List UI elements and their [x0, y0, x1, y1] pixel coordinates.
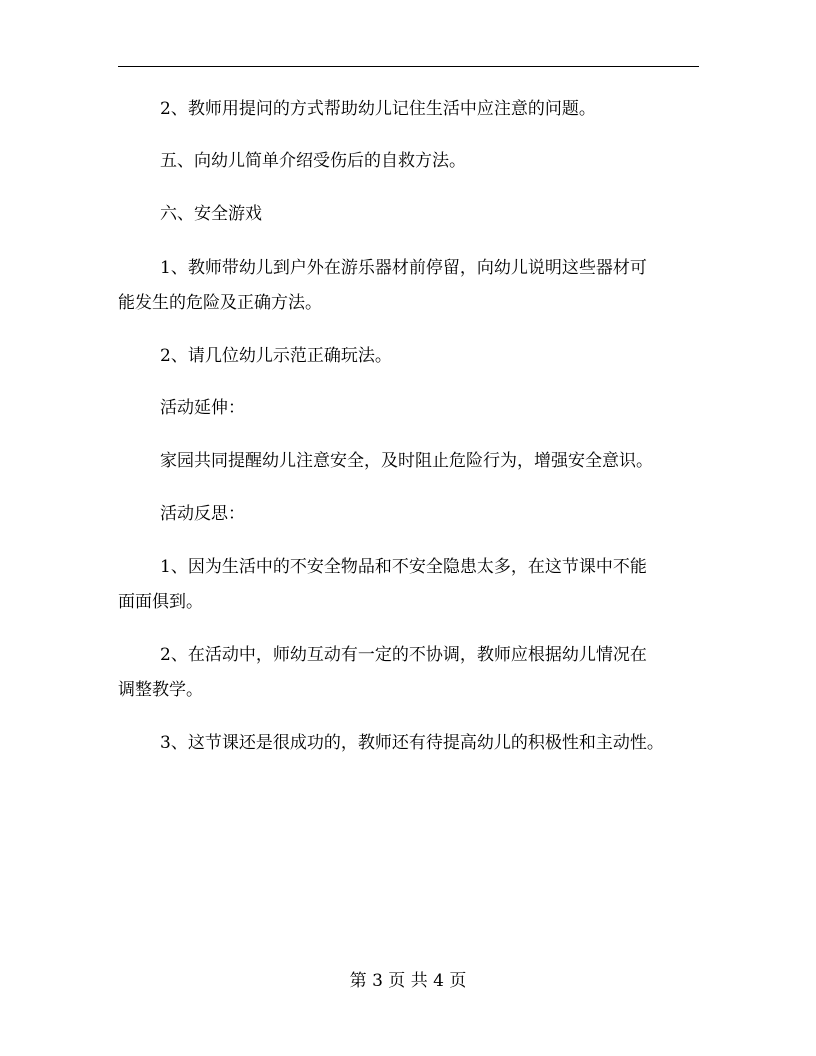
header-rule [118, 66, 699, 67]
paragraph: 2、请几位幼儿示范正确玩法。 [160, 346, 392, 366]
paragraph: 六、安全游戏 [160, 204, 262, 224]
paragraph-continuation: 面面俱到。 [118, 592, 203, 612]
paragraph: 1、教师带幼儿到户外在游乐器材前停留，向幼儿说明这些器材可 [160, 258, 647, 278]
paragraph: 1、因为生活中的不安全物品和不安全隐患太多，在这节课中不能 [160, 557, 647, 577]
section-heading: 活动延伸： [160, 398, 245, 418]
paragraph-continuation: 调整教学。 [118, 680, 203, 700]
paragraph: 家园共同提醒幼儿注意安全，及时阻止危险行为，增强安全意识。 [160, 451, 653, 471]
paragraph-continuation: 能发生的危险及正确方法。 [118, 293, 322, 313]
section-heading: 活动反思： [160, 504, 245, 524]
paragraph: 2、在活动中，师幼互动有一定的不协调，教师应根据幼儿情况在 [160, 645, 647, 665]
paragraph: 五、向幼儿简单介绍受伤后的自救方法。 [160, 151, 466, 171]
paragraph: 2、教师用提问的方式帮助幼儿记住生活中应注意的问题。 [160, 99, 596, 119]
paragraph: 3、这节课还是很成功的，教师还有待提高幼儿的积极性和主动性。 [160, 733, 664, 753]
page-footer: 第 3 页 共 4 页 [349, 971, 467, 991]
